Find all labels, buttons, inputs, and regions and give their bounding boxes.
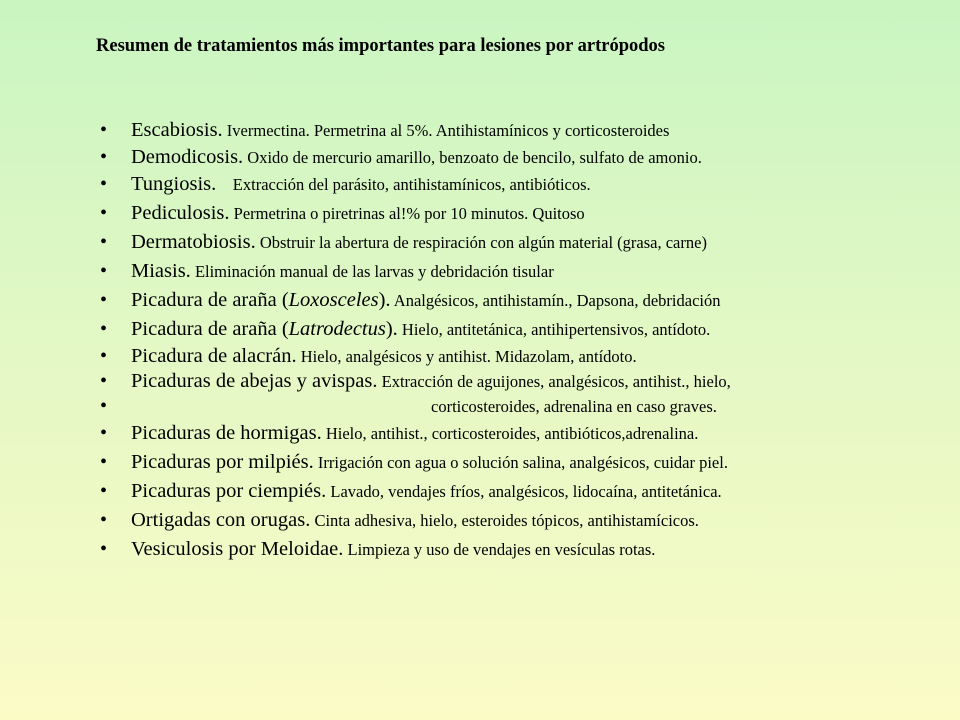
item-desc: Eliminación manual de las larvas y debridación tisular [190, 262, 554, 281]
list-item-orugas [100, 506, 940, 535]
item-desc: Obstruir la abertura de respiración con algún material (grasa, carne) [255, 233, 707, 252]
item-term: Dermatobiosis. [131, 231, 256, 253]
list-item-loxosceles [100, 286, 940, 315]
item-term-post: ). [378, 289, 391, 311]
item-term: Ortigadas con orugas. [131, 509, 311, 531]
item-term: Escabiosis. [131, 119, 223, 141]
item-desc: Permetrina o piretrinas al!% por 10 minutos. Quitoso [229, 204, 585, 223]
item-term-species: Loxosceles [288, 289, 379, 311]
item-desc: Lavado, vendajes fríos, analgésicos, lidocaína, antitetánica. [326, 482, 722, 501]
list-item-escabiosis [100, 116, 940, 145]
item-desc: Hielo, antihist., corticosteroides, antibióticos,adrenalina. [321, 424, 699, 443]
item-desc: Extracción de aguijones, analgésicos, antihist., hielo, [377, 372, 731, 391]
item-term-post: ). [385, 318, 398, 340]
item-term-species: Latrodectus [288, 318, 386, 340]
item-desc: Limpieza y uso de vendajes en vesículas rotas. [343, 540, 656, 559]
slide-title: Resumen de tratamientos más importantes para lesiones por artrópodos [96, 36, 666, 56]
item-term [131, 289, 391, 311]
list-item-abejas-continued [100, 394, 940, 419]
list-item-milpies [100, 448, 940, 477]
item-term: Picaduras por milpiés. [131, 451, 314, 473]
list-item-abejas [100, 369, 940, 394]
item-term: Vesiculosis por Meloidae. [131, 538, 344, 560]
item-term: Tungiosis. [131, 173, 217, 195]
treatment-list [100, 116, 940, 564]
item-term: Pediculosis. [131, 202, 230, 224]
item-term: Picaduras por ciempiés. [131, 480, 327, 502]
item-desc: Oxido de mercurio amarillo, benzoato de bencilo, sulfato de amonio. [243, 148, 702, 167]
list-item-meloidae [100, 535, 940, 564]
list-item-tungiosis [100, 170, 940, 199]
item-desc: Hielo, antitetánica, antihipertensivos, antídoto. [397, 320, 711, 339]
item-desc: Hielo, analgésicos y antihist. Midazolam, antídoto. [296, 347, 637, 366]
item-desc: Extracción del parásito, antihistamínicos, antibióticos. [216, 175, 591, 194]
item-term-pre: Picadura de araña ( [131, 289, 289, 311]
item-term: Demodicosis. [131, 146, 244, 168]
list-item-alacran [100, 344, 940, 369]
list-item-latrodectus [100, 315, 940, 344]
list-item-dermatobiosis [100, 228, 940, 257]
item-desc: Cinta adhesiva, hielo, esteroides tópicos, antihistamícicos. [310, 511, 699, 530]
item-term: Picaduras de hormigas. [131, 422, 322, 444]
item-desc: Irrigación con agua o solución salina, analgésicos, cuidar piel. [313, 453, 728, 472]
item-desc: Analgésicos, antihistamín., Dapsona, debridación [390, 291, 721, 310]
list-item-hormigas [100, 419, 940, 448]
list-item-ciempies [100, 477, 940, 506]
item-term: Miasis. [131, 260, 191, 282]
list-item-miasis [100, 257, 940, 286]
item-desc: corticosteroides, adrenalina en caso graves. [431, 397, 717, 416]
item-term [131, 318, 398, 340]
list-item-demodicosis [100, 145, 940, 170]
list-item-pediculosis [100, 199, 940, 228]
item-term-pre: Picadura de araña ( [131, 318, 289, 340]
item-term: Picaduras de abejas y avispas. [131, 370, 378, 392]
item-desc: Ivermectina. Permetrina al 5%. Antihistamínicos y corticosteroides [222, 121, 670, 140]
item-term: Picadura de alacrán. [131, 345, 297, 367]
